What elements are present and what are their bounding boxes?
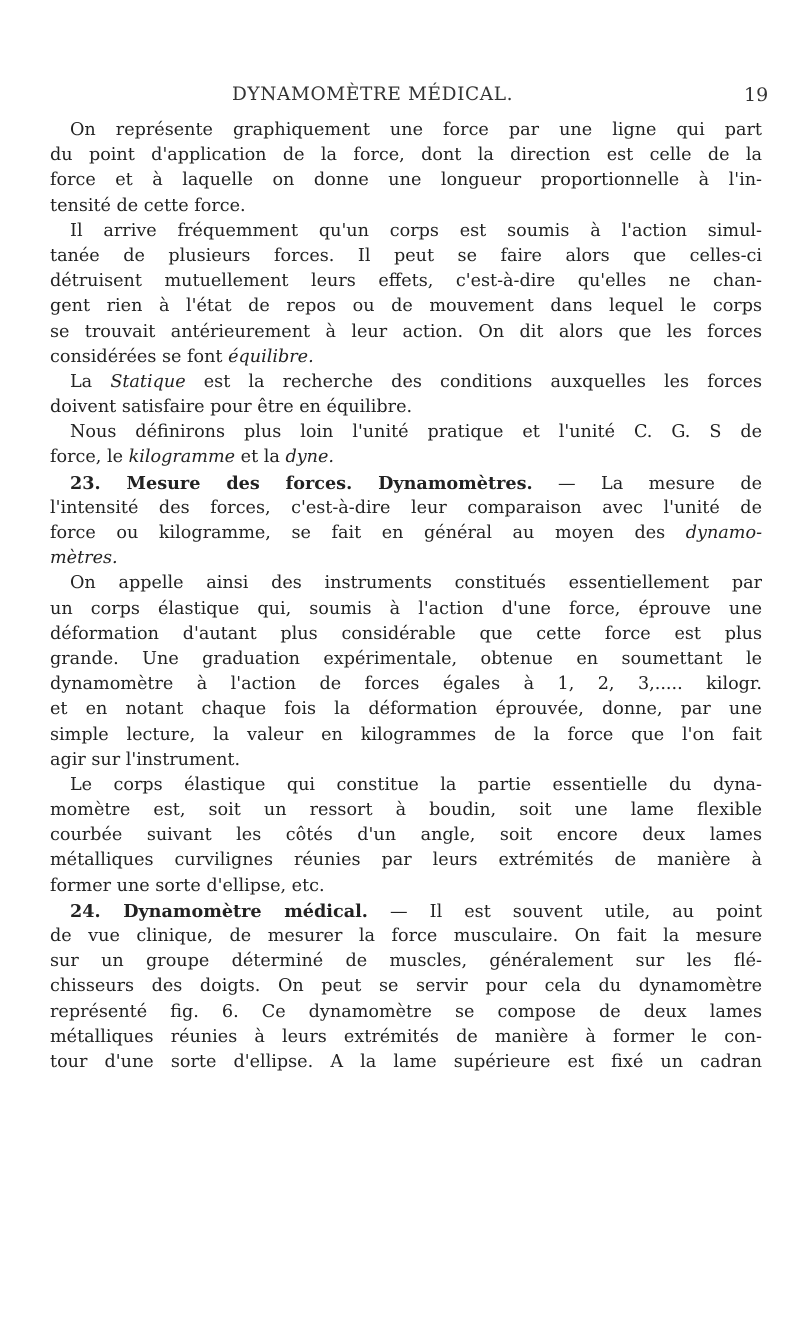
text-line [50, 546, 762, 571]
italic-term: mètres. [50, 548, 118, 569]
text-line: former une sorte d'ellipse, etc. [50, 875, 325, 896]
text-line: dynamomètre à l'action de forces égales à 1, 2, 3,..... kilogr. [50, 674, 762, 695]
text-line: sur un groupe déterminé de muscles, généralement sur les flé- [50, 951, 762, 972]
text-line: force et à laquelle on donne une longueur proportionnelle à l'in- [50, 170, 762, 191]
text-line [50, 370, 762, 395]
text-line [50, 345, 762, 370]
text-run: — Il est souvent utile, au point [389, 901, 762, 922]
text-run: force, le [50, 447, 124, 468]
italic-term: dynamo- [685, 523, 762, 543]
text-line: gent rien à l'état de repos ou de mouvement dans lequel le corps [50, 296, 762, 317]
text-line: grande. Une graduation expérimentale, obtenue en soumettant le [50, 648, 762, 669]
text-line: un corps élastique qui, soumis à l'action d'une force, éprouve une [50, 598, 762, 619]
text-line: On appelle ainsi des instruments constitués essentiellement par [70, 573, 762, 594]
text-line: doivent satisfaire pour être en équilibre. [50, 397, 413, 418]
text-line: Le corps élastique qui constitue la partie essentielle du dyna- [70, 774, 762, 795]
text-line: déformation d'autant plus considérable que cette force est plus [50, 623, 762, 644]
text-line: métalliques réunies à leurs extrémités de manière à former le con- [50, 1026, 762, 1047]
text-line: simple lecture, la valeur en kilogrammes de la force que l'on fait [50, 724, 762, 745]
text-line: Il arrive fréquemment qu'un corps est soumis à l'action simul- [70, 220, 762, 241]
text-line: On représente graphiquement une force par une ligne qui part [70, 120, 762, 140]
text-line: agir sur l'instrument. [50, 749, 241, 770]
text-line: du point d'application de la force, dont la direction est celle de la [50, 145, 762, 166]
italic-term: dyne. [285, 447, 334, 468]
text-line: tanée de plusieurs forces. Il peut se faire alors que celles-ci [50, 245, 762, 266]
text-line: métalliques curvilignes réunies par leurs extrémités de manière à [50, 850, 762, 871]
text-line: se trouvait antérieurement à leur action. On dit alors que les forces [50, 321, 762, 342]
text-line: de vue clinique, de mesurer la force musculaire. On fait la mesure [50, 926, 762, 946]
text-line [50, 471, 762, 496]
text-line [50, 899, 762, 924]
running-title: DYNAMOMÈTRE MÉDICAL. [232, 84, 514, 105]
text-line: chisseurs des doigts. On peut se servir pour cela du dynamomètre [50, 976, 762, 997]
italic-term: équilibre. [228, 346, 314, 367]
text-line: Nous définirons plus loin l'unité pratique et l'unité C. G. S de [70, 422, 762, 443]
text-line: courbée suivant les côtés d'un angle, soit encore deux lames [50, 825, 762, 846]
text-line: et en notant chaque fois la déformation éprouvée, donne, par une [50, 699, 762, 720]
text-run: La [70, 371, 93, 392]
text-line [50, 521, 762, 546]
text-run: force ou kilogramme, se fait en général au moyen des [50, 523, 666, 543]
body-text [50, 118, 762, 1075]
text-line: tour d'une sorte d'ellipse. A la lame supérieure est fixé un cadran [50, 1051, 762, 1072]
italic-term: kilogramme [128, 447, 236, 468]
text-line: tensité de cette force. [50, 195, 246, 216]
italic-term: Statique [110, 371, 186, 392]
page-number: 19 [744, 84, 769, 106]
section-heading-24: 24. Dynamomètre médical. [70, 900, 368, 922]
section-heading-23: 23. Mesure des forces. Dynamomètres. [70, 472, 533, 494]
text-run: et la [240, 447, 280, 468]
text-line: représenté fig. 6. Ce dynamomètre se compose de deux lames [50, 1001, 762, 1022]
text-line [50, 445, 762, 470]
text-run: considérées se font [50, 346, 223, 367]
text-line: momètre est, soit un ressort à boudin, soit une lame flexible [50, 800, 762, 821]
text-run: — La mesure de [558, 473, 762, 494]
text-line: l'intensité des forces, c'est-à-dire leur comparaison avec l'unité de [50, 497, 762, 518]
text-run: est la recherche des conditions auxquelles les forces [203, 371, 762, 392]
text-line: détruisent mutuellement leurs effets, c'est-à-dire qu'elles ne chan- [50, 271, 762, 292]
running-head [0, 84, 800, 112]
